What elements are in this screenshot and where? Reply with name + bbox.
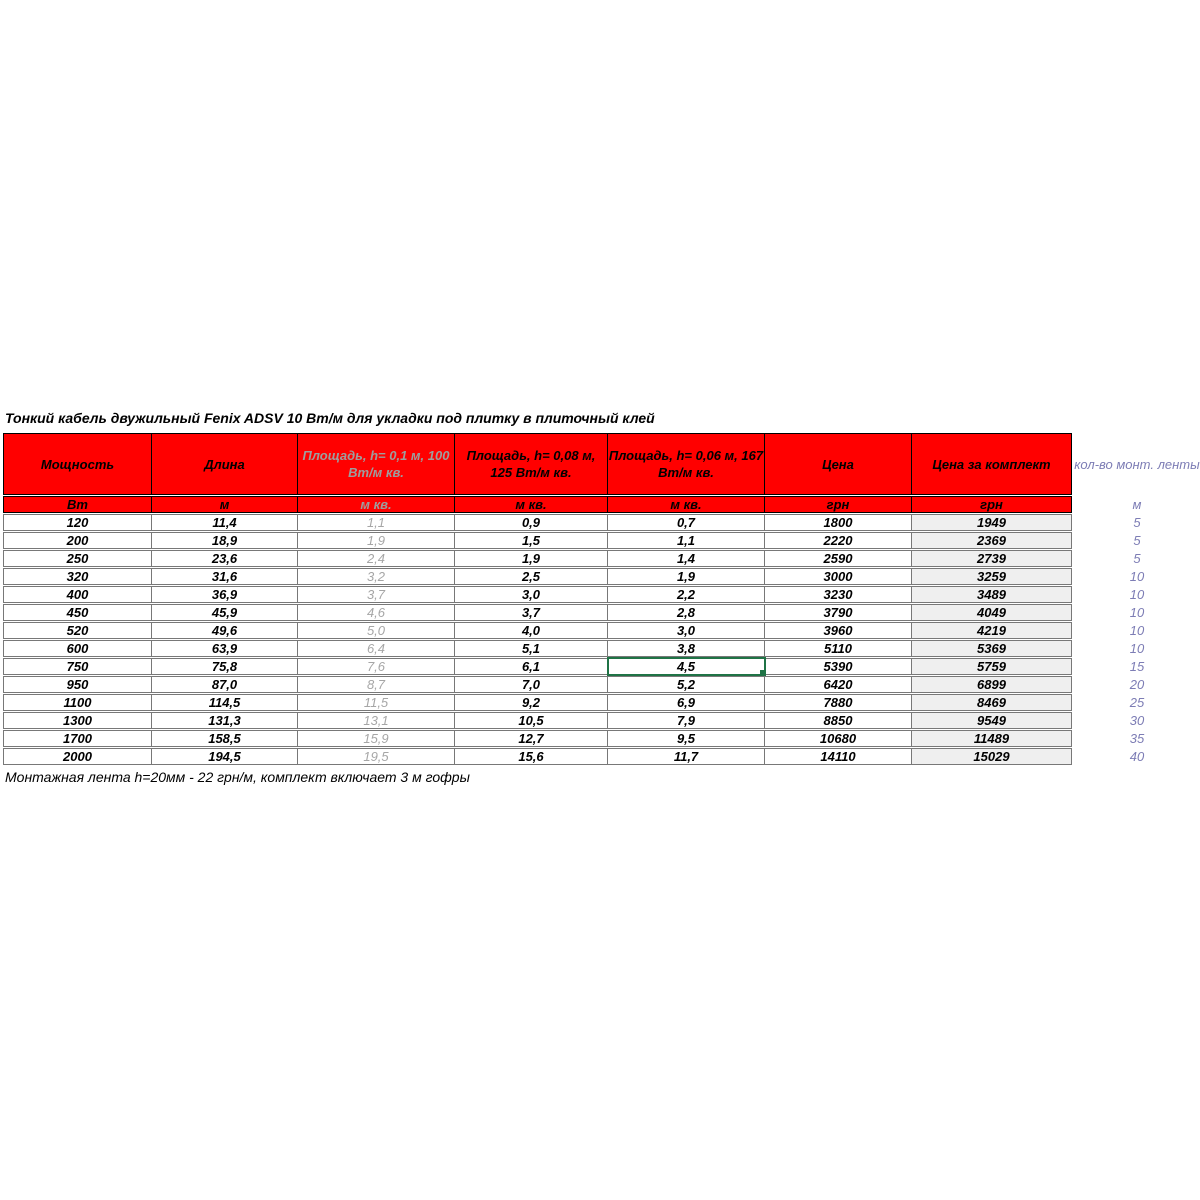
cell-price[interactable]: 2590: [765, 550, 912, 567]
cell-length[interactable]: 49,6: [152, 622, 298, 639]
cell-price[interactable]: 2220: [765, 532, 912, 549]
cell-area_h006[interactable]: 6,9: [608, 694, 765, 711]
cell-area_h006[interactable]: 11,7: [608, 748, 765, 765]
cell-area_h006[interactable]: 7,9: [608, 712, 765, 729]
cell-area_h010[interactable]: 1,9: [298, 532, 455, 549]
cell-power[interactable]: 750: [3, 658, 152, 675]
cell-area_h008[interactable]: 1,9: [455, 550, 608, 567]
cell-tape_qty: 10: [1129, 587, 1145, 602]
cell-price[interactable]: 8850: [765, 712, 912, 729]
cell-tape_qty: 5: [1133, 533, 1141, 548]
cell-length[interactable]: 87,0: [152, 676, 298, 693]
cell-area_h006[interactable]: 9,5: [608, 730, 765, 747]
cell-area_h010[interactable]: 4,6: [298, 604, 455, 621]
cell-tape_qty: 15: [1129, 659, 1145, 674]
cell-area_h008[interactable]: 4,0: [455, 622, 608, 639]
table-row: [3, 748, 1200, 765]
cell-kit_price[interactable]: 6899: [912, 676, 1072, 693]
cell-kit_price[interactable]: 5759: [912, 658, 1072, 675]
cell-length[interactable]: 45,9: [152, 604, 298, 621]
cell-area_h010[interactable]: 8,7: [298, 676, 455, 693]
cell-kit_price[interactable]: 11489: [912, 730, 1072, 747]
cell-kit_price[interactable]: 3489: [912, 586, 1072, 603]
cell-area_h008[interactable]: 15,6: [455, 748, 608, 765]
cell-area_h010[interactable]: 13,1: [298, 712, 455, 729]
cell-price[interactable]: 7880: [765, 694, 912, 711]
cell-tape_qty: 30: [1129, 713, 1145, 728]
table-row: [3, 694, 1200, 711]
cell-tape_qty: 25: [1129, 695, 1145, 710]
cell-price[interactable]: 3230: [765, 586, 912, 603]
spreadsheet-region: [3, 408, 1200, 786]
unit-tape-qty: м: [1132, 497, 1142, 512]
cell-tape_qty: 10: [1129, 605, 1145, 620]
cell-kit_price[interactable]: 1949: [912, 514, 1072, 531]
cell-area_h006[interactable]: 3,8: [608, 640, 765, 657]
cell-length[interactable]: 63,9: [152, 640, 298, 657]
cell-area_h010[interactable]: 15,9: [298, 730, 455, 747]
cell-area_h010[interactable]: 7,6: [298, 658, 455, 675]
cell-area_h008[interactable]: 3,0: [455, 586, 608, 603]
cell-price[interactable]: 3960: [765, 622, 912, 639]
unit-kit-price: грн: [912, 496, 1072, 513]
cell-tape_qty: 10: [1129, 623, 1145, 638]
cell-area_h006[interactable]: 1,9: [608, 568, 765, 585]
table-row: [3, 658, 1200, 675]
table-row: [3, 640, 1200, 657]
cell-area_h008[interactable]: 7,0: [455, 676, 608, 693]
cell-area_h006[interactable]: 5,2: [608, 676, 765, 693]
cell-area_h010[interactable]: 3,7: [298, 586, 455, 603]
table-row: [3, 514, 1200, 531]
cell-price[interactable]: 14110: [765, 748, 912, 765]
unit-area-h010: м кв.: [298, 496, 455, 513]
column-header-length: Длина: [152, 433, 298, 495]
unit-power: Вт: [3, 496, 152, 513]
table-row: [3, 532, 1200, 549]
cell-power[interactable]: 120: [3, 514, 152, 531]
cell-length[interactable]: 158,5: [152, 730, 298, 747]
unit-length: м: [152, 496, 298, 513]
cell-price[interactable]: 1800: [765, 514, 912, 531]
cell-price[interactable]: 3790: [765, 604, 912, 621]
cell-area_h010[interactable]: 5,0: [298, 622, 455, 639]
cell-area_h008[interactable]: 5,1: [455, 640, 608, 657]
cell-area_h006[interactable]: 2,2: [608, 586, 765, 603]
table-row: [3, 604, 1200, 621]
cell-kit_price[interactable]: 15029: [912, 748, 1072, 765]
cell-price[interactable]: 5110: [765, 640, 912, 657]
cell-tape_qty: 35: [1129, 731, 1145, 746]
cell-area_h010[interactable]: 1,1: [298, 514, 455, 531]
cell-area_h006[interactable]: 1,4: [608, 550, 765, 567]
cell-power[interactable]: 1300: [3, 712, 152, 729]
cell-power[interactable]: 320: [3, 568, 152, 585]
unit-area-h008: м кв.: [455, 496, 608, 513]
cell-length[interactable]: 36,9: [152, 586, 298, 603]
cell-length[interactable]: 131,3: [152, 712, 298, 729]
cell-area_h006[interactable]: 1,1: [608, 532, 765, 549]
cell-price[interactable]: 6420: [765, 676, 912, 693]
table-row: [3, 730, 1200, 747]
cell-power[interactable]: 450: [3, 604, 152, 621]
cell-area_h008[interactable]: 9,2: [455, 694, 608, 711]
cell-power[interactable]: 950: [3, 676, 152, 693]
selected-cell[interactable]: 4,5: [608, 658, 765, 675]
cell-area_h010[interactable]: 6,4: [298, 640, 455, 657]
cell-power[interactable]: 2000: [3, 748, 152, 765]
cell-length[interactable]: 23,6: [152, 550, 298, 567]
column-header-price: Цена: [765, 433, 912, 495]
table-row: [3, 676, 1200, 693]
column-header-area-h010: Площадь, h= 0,1 м, 100 Вт/м кв.: [298, 433, 455, 495]
cell-power[interactable]: 250: [3, 550, 152, 567]
cell-area_h010[interactable]: 19,5: [298, 748, 455, 765]
table-row: [3, 550, 1200, 567]
cell-kit_price[interactable]: 2739: [912, 550, 1072, 567]
table-row: [3, 586, 1200, 603]
cell-kit_price[interactable]: 8469: [912, 694, 1072, 711]
cell-power[interactable]: 520: [3, 622, 152, 639]
cell-kit_price[interactable]: 3259: [912, 568, 1072, 585]
cell-area_h006[interactable]: 3,0: [608, 622, 765, 639]
column-header-area-h008: Площадь, h= 0,08 м, 125 Вт/м кв.: [455, 433, 608, 495]
cell-kit_price[interactable]: 4049: [912, 604, 1072, 621]
cell-area_h008[interactable]: 1,5: [455, 532, 608, 549]
cell-power[interactable]: 1100: [3, 694, 152, 711]
cell-kit_price[interactable]: 5369: [912, 640, 1072, 657]
cell-kit_price[interactable]: 9549: [912, 712, 1072, 729]
footer-note: Монтажная лента h=20мм - 22 грн/м, комплект включает 3 м гофры: [5, 769, 470, 785]
cell-tape_qty: 10: [1129, 569, 1145, 584]
cell-kit_price[interactable]: 4219: [912, 622, 1072, 639]
pricing-table: [3, 432, 1200, 766]
cell-length[interactable]: 75,8: [152, 658, 298, 675]
cell-length[interactable]: 11,4: [152, 514, 298, 531]
column-header-power: Мощность: [3, 433, 152, 495]
cell-kit_price[interactable]: 2369: [912, 532, 1072, 549]
cell-tape_qty: 5: [1133, 515, 1141, 530]
cell-length[interactable]: 31,6: [152, 568, 298, 585]
cell-tape_qty: 10: [1129, 641, 1145, 656]
cell-length[interactable]: 18,9: [152, 532, 298, 549]
cell-power[interactable]: 600: [3, 640, 152, 657]
cell-area_h008[interactable]: 3,7: [455, 604, 608, 621]
cell-area_h010[interactable]: 11,5: [298, 694, 455, 711]
cell-power[interactable]: 200: [3, 532, 152, 549]
table-row: [3, 622, 1200, 639]
cell-area_h008[interactable]: 2,5: [455, 568, 608, 585]
unit-price: грн: [765, 496, 912, 513]
cell-power[interactable]: 1700: [3, 730, 152, 747]
table-body: [3, 514, 1200, 765]
cell-area_h008[interactable]: 0,9: [455, 514, 608, 531]
cell-area_h008[interactable]: 12,7: [455, 730, 608, 747]
cell-area_h010[interactable]: 3,2: [298, 568, 455, 585]
cell-area_h008[interactable]: 10,5: [455, 712, 608, 729]
cell-area_h006[interactable]: 0,7: [608, 514, 765, 531]
header-row: [3, 433, 1200, 495]
table-row: [3, 712, 1200, 729]
cell-area_h010[interactable]: 2,4: [298, 550, 455, 567]
page-title: Тонкий кабель двужильный Fenix ADSV 10 Вт/м для укладки под плитку в плиточный клей: [5, 410, 655, 426]
units-row: [3, 496, 1200, 513]
cell-area_h006[interactable]: 2,8: [608, 604, 765, 621]
cell-price[interactable]: 5390: [765, 658, 912, 675]
cell-tape_qty: 5: [1133, 551, 1141, 566]
table-row: [3, 568, 1200, 585]
cell-area_h008[interactable]: 6,1: [455, 658, 608, 675]
cell-power[interactable]: 400: [3, 586, 152, 603]
cell-length[interactable]: 114,5: [152, 694, 298, 711]
cell-price[interactable]: 3000: [765, 568, 912, 585]
unit-area-h006: м кв.: [608, 496, 765, 513]
column-header-tape-qty: кол-во монт. ленты: [1074, 456, 1200, 472]
column-header-area-h006: Площадь, h= 0,06 м, 167 Вт/м кв.: [608, 433, 765, 495]
cell-tape_qty: 20: [1129, 677, 1145, 692]
cell-price[interactable]: 10680: [765, 730, 912, 747]
column-header-kit-price: Цена за комплект: [912, 433, 1072, 495]
cell-length[interactable]: 194,5: [152, 748, 298, 765]
cell-tape_qty: 40: [1129, 749, 1145, 764]
